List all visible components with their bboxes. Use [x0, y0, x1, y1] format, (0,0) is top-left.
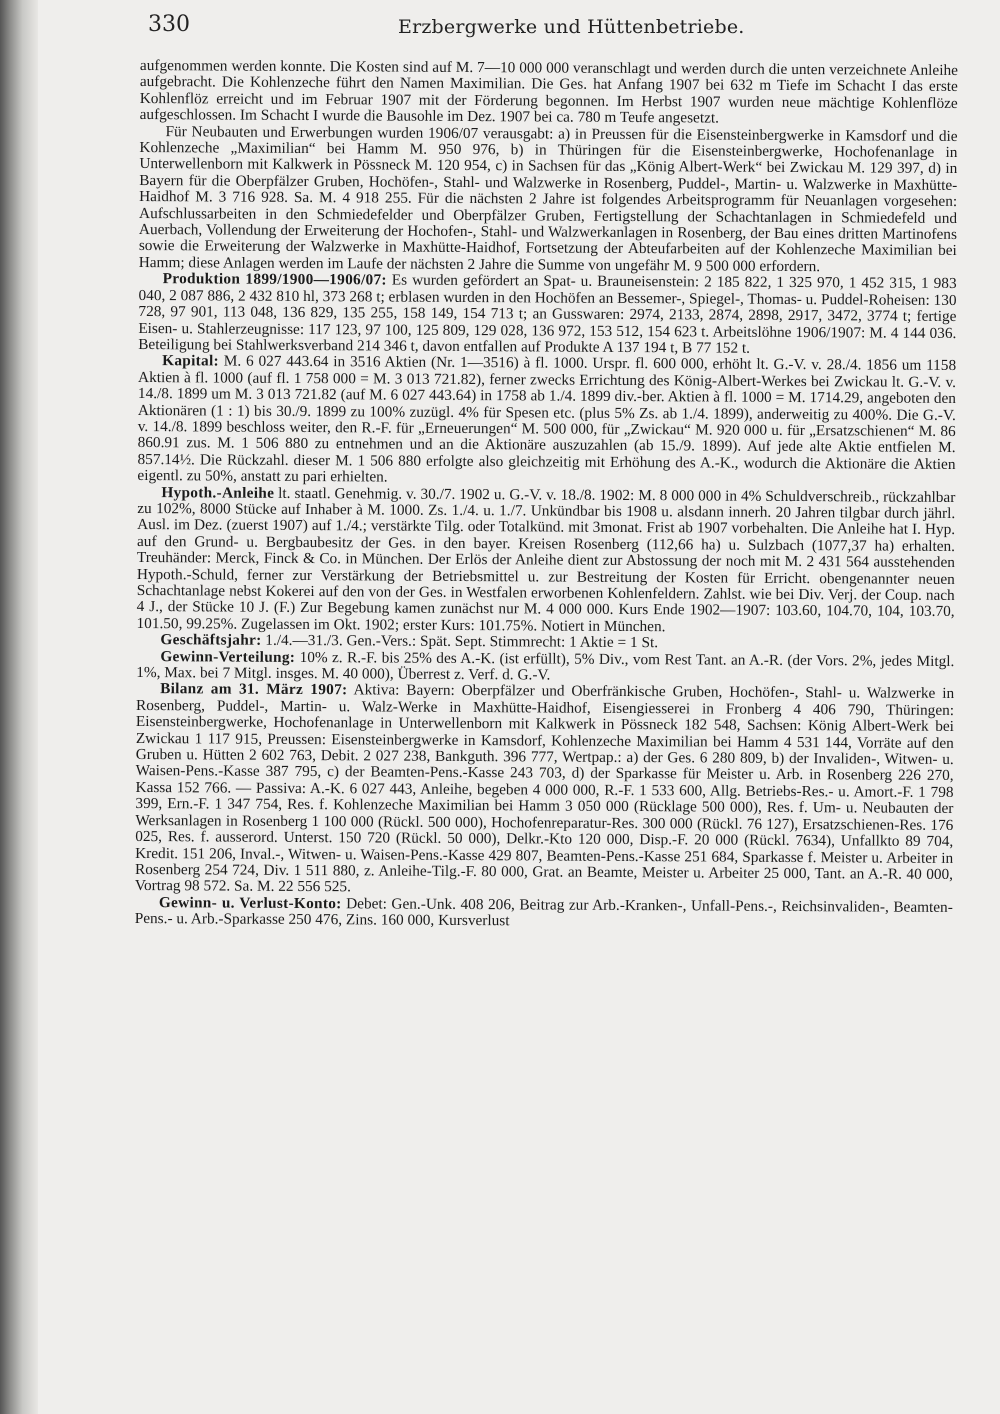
running-title: Erzbergwerke und Hüttenbetriebe. — [398, 16, 745, 38]
page-header — [148, 10, 968, 44]
paragraph-kohlenzeche: aufgenommen werden konnte. Die Kosten sind auf M. 7—10 000 000 veranschlagt und werden durch die unten verzeichnete Anleihe aufgebracht. Die Kohlenzeche führt den Namen Maximilian. Die Ges. hat Anfang 1907 bei 632 m Tiefe im Schacht I das erste Kohlenflöz erreicht und im Februar 1907 mit der Förderung begonnen. Im Herbst 1907 wurden neue mächtige Kohlenflöze aufgeschlossen. Im Schacht I wurde die Bausohle im Dez. 1907 bei ca. 780 m Teufe angesetzt. — [139, 57, 958, 127]
section-heading: Hypoth.-Anleihe — [161, 483, 275, 502]
section-kapital: Kapital: M. 6 027 443.64 in 3516 Aktien (Nr. 1—3516) à fl. 1000. Urspr. fl. 600 000, erhöht lt. G.-V. v. 28./4. 1856 um 1158 Aktien à fl. 1000 (auf fl. 1 758 000 = M. 3 013 721.82), ferner zwecks Errichtung des König-Albert-Werkes bei Zwickau lt. G.-V. v. 14./8. 1899 um M. 3 013 721.82 (auf M. 6 027 443.64) in 1758 ab 1./4. 1899 div.-ber. Aktien à fl. 1000 = M. 1714.29, angeboten den Aktionären (1 : 1) bis 30./9. 1899 zu 100% zuzügl. 4% für Spesen etc. (plus 5% Zs. ab 1./4. 1899), anderweitig zu 400%. Die G.-V. v. 14./8. 1899 beschloss weiter, den R.-F. für „Erneuerungen“ M. 500 000, für „Zwickau“ M. 920 000 u. für „Ersatzschienen“ M. 86 860.91 zus. M. 1 506 880 zu entnehmen und an die Aktionäre auszuzahlen (ab 15./9. 1899). Auf jede alte Aktie entfielen M. 857.14½. Die Rückzahl. dieser M. 1 506 880 erfolgte also gleichzeitig mit Erhöhung des A.-K., wodurch die Aktionäre die Aktien eigentl. zu 50%, anstatt zu pari erhielten. — [137, 352, 957, 486]
section-heading: Gewinn- u. Verlust-Konto: — [158, 893, 342, 912]
section-hypoth-anleihe: Hypoth.-Anleihe lt. staatl. Genehmig. v. 30./7. 1902 u. G.-V. v. 18./8. 1902: M. 8 000 000 in 4% Schuldverschreib., rückzahlbar zu 102%, 8000 Stücke auf Inhaber à M. 1000. Zs. 1./4. u. 1./7. Unkündbar bis 1908 u. alsdann innerh. 20 Jahren tilgbar durch jährl. Ausl. im Dez. (zuerst 1907) auf 1./4.; verstärkte Tilg. oder Totalkünd. mit 3monat. Frist ab 1907 vorbehalten. Die Anleihe hat I. Hyp. auf den Grund- u. Bergbaubesitz der Ges. in den bayer. Kreisen Rosenberg (112,66 ha) u. Sulzbach (1077,37 ha) erhalten. Treuhänder: Merck, Finck & Co. in München. Der Erlös der Anleihe dient zur Abstossung der noch mit M. 2 431 564 ausstehenden Hypoth.-Schuld, ferner zur Verstärkung der Betriebsmittel u. zur Bestreitung der Kosten für Erricht. obengenannter neuen Schachtanlage nebst Kokerei auf den von der Ges. in Westfalen erworbenen Kohlenfeldern. Zahlst. wie bei Div. Verj. der Coup. nach 4 J., der Stücke 10 J. (F.) Zur Begebung kamen zunächst nur M. 4 000 000. Kurs Ende 1902—1907: 103.60, 104.70, 104, 103.70, 101.50, 99.25%. Zugelassen im Okt. 1902; erster Kurs: 101.75%. Notiert in München. — [136, 483, 956, 636]
section-heading: Produktion 1899/1900—1906/07: — [162, 270, 387, 289]
section-produktion: Produktion 1899/1900—1906/07: Es wurden gefördert an Spat- u. Brauneisenstein: 2 185 822, 1 325 970, 1 452 315, 1 983 040, 2 087 886, 2 432 810 hl, 373 268 t; erblasen wurden in den Hochöfen an Bessemer-, Spiegel-, Thomas- u. Puddel-Roheisen: 130 728, 97 901, 113 048, 136 829, 135 255, 158 149, 154 713 t; an Gusswaren: 2974, 2133, 2874, 2898, 2917, 3472, 3774 t; fertige Eisen- u. Stahlerzeugnisse: 117 123, 97 100, 125 809, 129 028, 136 972, 153 512, 154 623 t. Arbeitslöhne 1906/1907: M. 4 144 036. Beteiligung bei Stahlwerksverband 214 346 t, davon entfallen auf Produkte A 137 194 t, B 77 152 t. — [138, 270, 957, 357]
section-gewinn-verlust-konto: Gewinn- u. Verlust-Konto: Debet: Gen.-Unk. 408 206, Beitrag zur Arb.-Kranken-, Unfall-Pens.-, Reichsinvaliden-, Beamten-Pens.- u. Arb.-Sparkasse 250 476, Zins. 160 000, Kursverlust — [134, 893, 953, 930]
section-gewinn-verteilung: Gewinn-Verteilung: 10% z. R.-F. bis 25% des A.-K. (ist erfüllt), 5% Div., vom Rest Tant. an A.-R. (der Vors. 2%, jedes Mitgl. 1%, Max. bei 7 Mitgl. insges. M. 40 000), Überrest z. Verf. d. G.-V. — [136, 647, 955, 684]
section-heading: Gewinn-Verteilung: — [160, 647, 296, 666]
book-gutter-shadow — [0, 0, 38, 1414]
page-number: 330 — [148, 12, 190, 37]
section-heading: Geschäftsjahr: — [160, 631, 262, 649]
section-bilanz: Bilanz am 31. März 1907: Aktiva: Bayern: Oberpfälzer und Oberfränkische Gruben, Hochöfen-, Stahl- u. Walzwerke in Rosenberg, Puddel-, Martin- u. Walz-Werke in Maxhütte-Haidhof, Eisengiesserei in Fronberg 4 406 790, Thüringen: Eisensteinbergwerke, Hochofenanlage in Unterwellenborn mit Kalkwerk in Pössneck 182 548, Sachsen: König Albert-Werk bei Zwickau 1 117 915, Preussen: Eisensteinbergwerke in Kamsdorf, Kohlenzeche Maximilian bei Hamm 4 531 144, Vorräte auf den Gruben u. Hütten 2 602 763, Debit. 2 027 238, Bankguth. 396 777, Wertpap.: a) der Ges. 6 280 809, b) der Invaliden-, Witwen- u. Waisen-Pens.-Kasse 387 795, c) der Beamten-Pens.-Kasse 243 703, d) der Sparkasse für Meister u. Arb. in Rosenberg 226 270, Kassa 152 766. — Passiva: A.-K. 6 027 443, Anleihe, begeben 4 000 000, R.-F. 1 533 600, Allg. Betriebs-Res.- u. Amort.-F. 1 798 399, Ern.-F. 1 347 754, Res. f. Kohlenzeche Maximilian bei Hamm 3 050 000 (Rücklage 500 000), Res. f. Um- u. Neubauten der Werksanlagen in Rosenberg 1 100 000 (Rückl. 500 000), Hochofenreparatur-Res. 300 000 (Rückl. 76 127), Ersatzschienen-Res. 176 025, Res. f. ausserord. Unterst. 150 720 (Rückl. 50 000), Delkr.-Kto 120 000, Disp.-F. 20 000 (Rückl. 7634), Unfallkto 89 704, Kredit. 151 206, Inval.-, Witwen- u. Waisen-Pens.-Kasse 429 807, Beamten-Pens.-Kasse 251 684, Sparkasse f. Meister u. Arbeiter in Rosenberg 254 724, Div. 1 511 880, z. Anleihe-Tilg.-F. 80 000, Grat. an Beamte, Meister u. Arbeiter 25 000, Tant. an A.-R. 40 000, Vortrag 98 572. Sa. M. 22 556 525. — [134, 680, 955, 896]
section-heading: Kapital: — [162, 352, 219, 370]
paragraph-neubauten: Für Neubauten und Erwerbungen wurden 1906/07 verausgabt: a) in Preussen für die Eisensteinbergwerke in Kamsdorf und die Kohlenzeche „Maximilian“ bei Hamm M. 950 976, b) in Thüringen für die Eisensteinbergwerke, Hochofenanlage in Unterwellenborn mit Kalkwerk in Pössneck M. 120 954, c) in Sachsen für das „König Albert-Werk“ bei Zwickau M. 129 397, d) in Bayern für die Oberpfälzer Gruben, Hochöfen-, Stahl- und Walzwerke in Rosenberg, Puddel-, Martin- u. Walzwerke in Maxhütte-Haidhof M. 3 716 928. Sa. M. 4 918 255. Für die nächsten 2 Jahre ist folgendes Arbeitsprogramm für Neuanlagen vorgesehen: Aufschlussarbeiten in den Schmiedefelder und Oberpfälzer Gruben, Fertigstellung der Schachtanlagen in Schmiedefeld und Auerbach, Vollendung der Erweiterung der Hochofen-, Stahl- und Walzwerkanlagen in Rosenberg, der Bau eines dritten Martinofens sowie die Erweiterung der Walzwerke in Maxhütte-Haidhof, Fortsetzung der Abteufarbeiten auf der Kohlenzeche Maximilian bei Hamm; diese Anlagen werden im Laufe der nächsten 2 Jahre die Summe von ungefähr M. 9 500 000 erfordern. — [138, 122, 958, 276]
section-heading: Bilanz am 31. März 1907: — [160, 680, 348, 699]
section-geschaeftsjahr: Geschäftsjahr: 1./4.—31./3. Gen.-Vers.: Spät. Sept. Stimmrecht: 1 Aktie = 1 St. — [160, 631, 659, 652]
body-text — [135, 58, 958, 933]
